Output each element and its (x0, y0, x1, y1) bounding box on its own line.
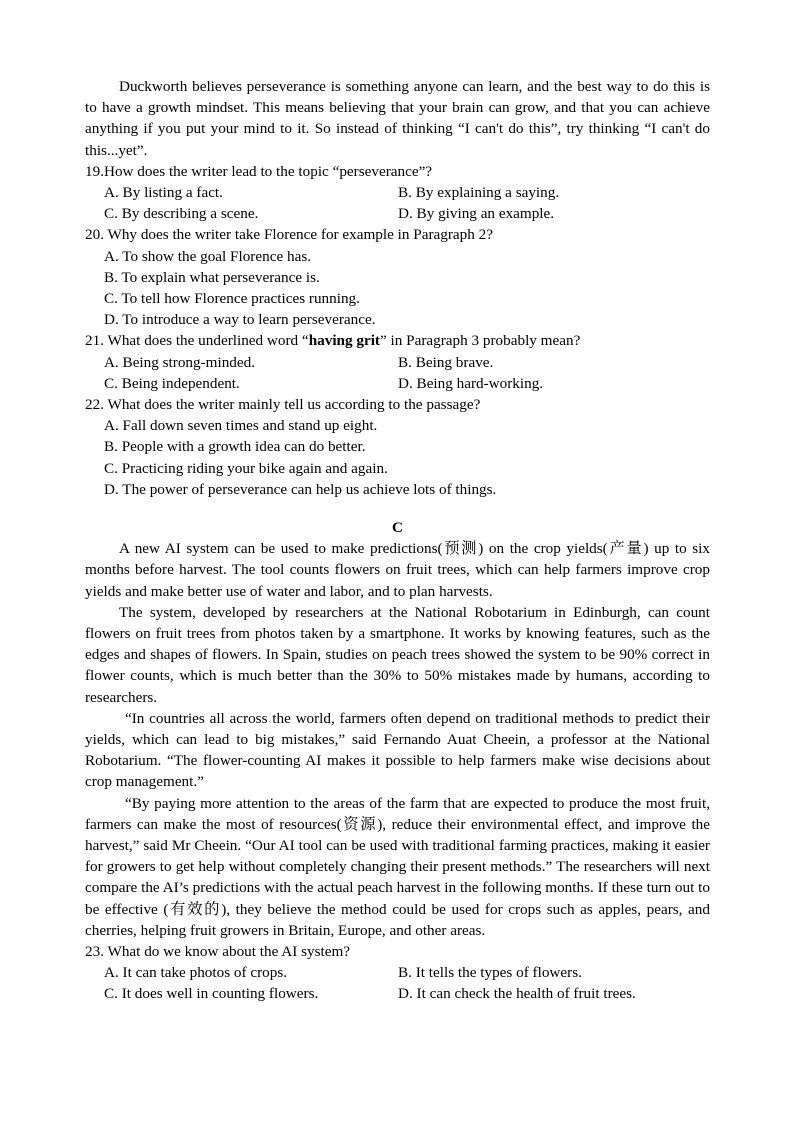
section-c-paragraph-3: “In countries all across the world, farmers often depend on traditional methods to predict their yields, which can lead to big mistakes,” said Fernando Auat Cheein, a professor at the National Robotarium. “The flower-counting AI makes it possible to help farmers make wise decisions about crop management.” (85, 709, 710, 791)
question-21-stem-suffix: ” in Paragraph 3 probably mean? (380, 332, 581, 350)
question-21-option-row-1 (85, 352, 710, 373)
question-19-option-d[interactable]: D. By giving an example. (398, 205, 555, 223)
question-20-option-c[interactable]: C. To tell how Florence practices running. (104, 290, 360, 307)
question-21-option-a[interactable]: A. Being strong-minded. (104, 353, 256, 371)
question-22-option-a[interactable]: A. Fall down seven times and stand up eight. (104, 417, 378, 435)
question-23-option-d[interactable]: D. It can check the health of fruit trees. (398, 985, 636, 1003)
question-21-option-row-2 (85, 373, 710, 394)
question-21-option-b[interactable]: B. Being brave. (398, 353, 494, 371)
question-20-option-d[interactable]: D. To introduce a way to learn perseverance. (104, 311, 376, 329)
question-21-stem (85, 330, 710, 351)
question-19-option-row-1 (85, 182, 710, 203)
question-21-option-d[interactable]: D. Being hard-working. (398, 374, 544, 392)
question-22-option-c[interactable]: C. Practicing riding your bike again and again. (104, 459, 388, 477)
question-20-stem: 20. Why does the writer take Florence for example in Paragraph 2? (85, 226, 493, 244)
question-19-stem: 19.How does the writer lead to the topic “perseverance”? (85, 162, 433, 180)
passage-b-final-paragraph: Duckworth believes perseverance is something anyone can learn, and the best way to do this is to have a growth mindset. This means believing that your brain can grow, and that you can achieve anything if you put your mind to it. So instead of thinking “I can't do this”, try thinking “I can't do this...yet”. (85, 78, 710, 159)
question-22-option-b[interactable]: B. People with a growth idea can do better. (104, 438, 366, 456)
question-21-stem-prefix: 21. What does the underlined word “ (85, 332, 309, 350)
question-19-option-b[interactable]: B. By explaining a saying. (398, 184, 560, 202)
question-21-option-c[interactable]: C. Being independent. (104, 374, 240, 392)
question-22-option-d[interactable]: D. The power of perseverance can help us achieve lots of things. (104, 480, 497, 498)
question-20-option-b[interactable]: B. To explain what perseverance is. (104, 268, 320, 286)
question-23-option-a[interactable]: A. It can take photos of crops. (104, 964, 288, 982)
question-19-option-row-2 (85, 203, 710, 224)
exam-page (85, 0, 710, 1123)
question-20-option-a[interactable]: A. To show the goal Florence has. (104, 247, 312, 265)
section-c-heading: C (392, 519, 403, 536)
question-23-option-c[interactable]: C. It does well in counting flowers. (104, 985, 319, 1003)
section-c-paragraph-4: “By paying more attention to the areas of the farm that are expected to produce the most fruit, farmers can make the most of resources(资源), reduce their environmental effect, and improve the harvest,” said Mr Cheein. “Our AI tool can be used with traditional farming practices, making it easier for growers to get help without completely changing their present methods.” The researchers will next compare the AI’s predictions with the actual peach harvest in the following months. If these turn out to be effective (有效的), they believe the method could be used for crops such as apples, pears, and cherries, helping fruit growers in Britain, Europe, and other areas. (85, 794, 710, 939)
section-c-paragraph-2: The system, developed by researchers at the National Robotarium in Edinburgh, can count flowers on fruit trees from photos taken by a smartphone. It works by knowing features, such as the edges and shapes of flowers. In Spain, studies on peach trees showed the system to be 90% correct in flower counts, which is much better than the 30% to 50% mistakes made by humans, according to researchers. (85, 603, 710, 706)
question-21-underlined-word: having grit (308, 332, 380, 350)
section-c-paragraph-1: A new AI system can be used to make predictions(预测) on the crop yields(产量) up to six months before harvest. The tool counts flowers on fruit trees, which can help farmers improve crop yields and make better use of water and labor, and to plan harvests. (85, 540, 710, 600)
question-19-option-c[interactable]: C. By describing a scene. (104, 205, 259, 223)
question-23-stem: 23. What do we know about the AI system? (85, 943, 351, 961)
top-margin-spacer (85, 0, 710, 76)
question-23-option-row-2 (85, 983, 710, 1004)
question-22-stem: 22. What does the writer mainly tell us according to the passage? (85, 395, 481, 413)
question-23-option-row-1 (85, 962, 710, 983)
question-19-option-a[interactable]: A. By listing a fact. (104, 184, 223, 202)
question-23-option-b[interactable]: B. It tells the types of flowers. (398, 964, 582, 982)
section-spacer (85, 500, 710, 517)
